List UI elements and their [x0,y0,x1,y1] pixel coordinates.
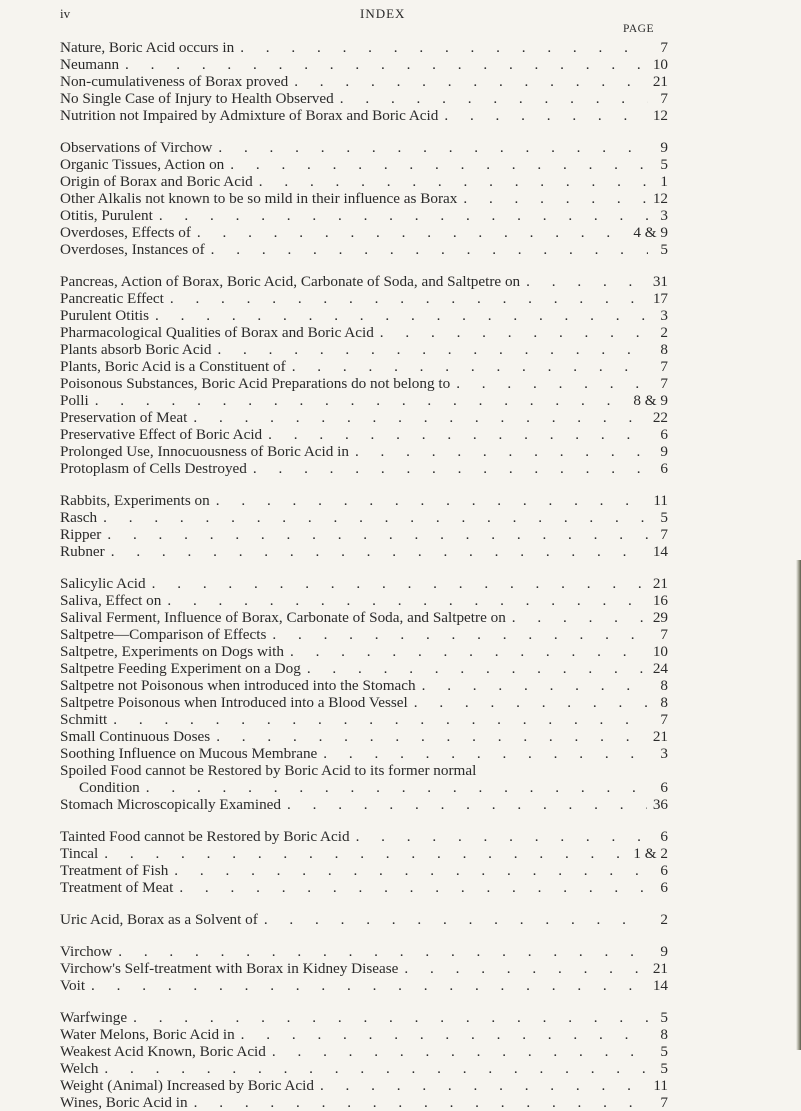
entry-page-number: 6 [660,862,668,879]
entry-page-number: 3 [660,207,668,224]
entry-page-number: 17 [652,290,668,307]
index-entry [60,341,668,358]
entry-page-number: 5 [660,509,668,526]
dot-leader [167,592,646,609]
index-entry [60,443,668,460]
entry-text: Water Melons, Boric Acid in [60,1026,235,1043]
index-list [60,39,668,1111]
entry-text: Neumann [60,56,120,73]
index-entry [60,609,668,626]
entry-text: Virchow [60,943,113,960]
entry-text: Preservative Effect of Boric Acid [60,426,263,443]
entry-page-number: 21 [652,728,668,745]
entry-text: Plants, Boric Acid is a Constituent of [60,358,286,375]
entry-text: Salival Ferment, Influence of Borax, Carbonate of Soda, and Saltpetre on [60,609,506,626]
entry-text: Pancreatic Effect [60,290,164,307]
dot-leader [217,341,648,358]
entry-text: Other Alkalis not known to be so mild in their influence as Borax [60,190,458,207]
entry-page-number: 8 [660,1026,668,1043]
entry-page-number: 9 [660,443,668,460]
index-entry [60,190,668,207]
index-group [60,39,668,124]
entry-page-number: 5 [660,1043,668,1060]
entry-text: No Single Case of Injury to Health Observed [60,90,334,107]
entry-page-number: 8 [660,677,668,694]
dot-leader [91,977,647,994]
entry-page-number: 12 [652,190,668,207]
entry-page-number: 3 [660,307,668,324]
dot-leader [320,1077,647,1094]
index-entry [60,960,668,977]
entry-page-number: 2 [660,324,668,341]
entry-page-number: 7 [660,90,668,107]
entry-page-number: 5 [660,241,668,258]
entry-text: Non-cumulativeness of Borax proved [60,73,289,90]
entry-page-number: 7 [660,711,668,728]
entry-page-number: 31 [652,273,668,290]
entry-text: Organic Tissues, Action on [60,156,225,173]
dot-leader [292,358,648,375]
entry-text: Tincal [60,845,99,862]
entry-text: Salicylic Acid [60,575,146,592]
index-entry [60,241,668,258]
entry-text: Ripper [60,526,102,543]
index-entry [60,56,668,73]
index-entry [60,845,668,862]
entry-page-number: 7 [660,626,668,643]
entry-page-number: 6 [660,828,668,845]
entry-page-number: 9 [660,943,668,960]
entry-page-number: 10 [652,643,668,660]
index-entry [60,626,668,643]
index-entry [60,460,668,477]
entry-page-number: 4 & 9 [633,224,668,241]
index-entry [60,728,668,745]
dot-leader [272,626,648,643]
entry-text: Saliva, Effect on [60,592,162,609]
dot-leader [287,796,647,813]
index-entry [60,879,668,896]
dot-leader [230,156,648,173]
index-entry [60,711,668,728]
entry-text: Voit [60,977,86,994]
dot-leader [264,911,648,928]
dot-leader [216,728,647,745]
dot-leader [240,39,648,56]
index-entry [60,409,668,426]
dot-leader [218,139,648,156]
index-entry [60,224,668,241]
index-entry [60,509,668,526]
entry-text: Saltpetre Feeding Experiment on a Dog [60,660,301,677]
dot-leader [155,307,648,324]
index-entry [60,307,668,324]
index-entry [60,677,668,694]
dot-leader [307,660,647,677]
index-entry [60,796,668,813]
page-edge-shadow [796,560,801,1050]
index-entry [60,207,668,224]
index-entry [60,1026,668,1043]
dot-leader [290,643,647,660]
index-entry [60,358,668,375]
dot-leader [179,879,648,896]
dot-leader [241,1026,648,1043]
entry-page-number: 9 [660,139,668,156]
index-group [60,911,668,928]
entry-page-number: 14 [652,977,668,994]
index-entry [60,862,668,879]
entry-text: Plants absorb Boric Acid [60,341,212,358]
entry-page-number: 24 [652,660,668,677]
dot-leader [118,943,648,960]
dot-leader [159,207,648,224]
index-entry [60,660,668,677]
dot-leader [259,173,648,190]
dot-leader [146,779,648,796]
index-entry [60,1077,668,1094]
dot-leader [463,190,646,207]
entry-page-number: 5 [660,1060,668,1077]
page-column-label: PAGE [623,23,654,35]
entry-page-number: 16 [652,592,668,609]
entry-text: Uric Acid, Borax as a Solvent of [60,911,258,928]
entry-text: Small Continuous Doses [60,728,211,745]
index-entry [60,1009,668,1026]
dot-leader [104,845,627,862]
entry-text: Preservation of Meat [60,409,188,426]
index-entry [60,173,668,190]
entry-page-number: 8 & 9 [633,392,668,409]
index-entry [60,107,668,124]
dot-leader [104,1060,648,1077]
dot-leader [125,56,647,73]
dot-leader [444,107,646,124]
index-entry [60,392,668,409]
dot-leader [170,290,647,307]
dot-leader [174,862,648,879]
index-entry [60,1043,668,1060]
entry-page-number: 36 [652,796,668,813]
dot-leader [107,526,648,543]
entry-page-number: 7 [660,39,668,56]
entry-page-number: 7 [660,526,668,543]
index-entry [60,426,668,443]
entry-page-number: 29 [652,609,668,626]
entry-text: Tainted Food cannot be Restored by Boric Acid [60,828,350,845]
index-entry [60,762,668,779]
index-group [60,575,668,813]
index-group [60,828,668,896]
entry-text: Stomach Microscopically Examined [60,796,282,813]
dot-leader [216,492,648,509]
dot-leader [414,694,648,711]
entry-text: Spoiled Food cannot be Restored by Boric Acid to its former normal [60,762,477,779]
dot-leader [211,241,648,258]
index-entry [60,643,668,660]
entry-page-number: 11 [653,492,668,509]
index-entry [60,694,668,711]
entry-text: Nature, Boric Acid occurs in [60,39,235,56]
entry-text: Condition [79,779,140,796]
entry-page-number: 6 [660,460,668,477]
index-entry [60,943,668,960]
index-group [60,273,668,477]
dot-leader [512,609,647,626]
entry-page-number: 10 [652,56,668,73]
entry-text: Schmitt [60,711,108,728]
entry-text: Pancreas, Action of Borax, Boric Acid, Carbonate of Soda, and Saltpetre on [60,273,521,290]
entry-page-number: 5 [660,156,668,173]
dot-leader [355,443,648,460]
dot-leader [193,409,646,426]
entry-text: Saltpetre, Experiments on Dogs with [60,643,284,660]
index-entry [60,156,668,173]
entry-page-number: 21 [652,960,668,977]
entry-page-number: 7 [660,375,668,392]
entry-text: Soothing Influence on Mucous Membrane [60,745,318,762]
index-entry [60,290,668,307]
entry-text: Observations of Virchow [60,139,213,156]
dot-leader [95,392,628,409]
entry-text: Saltpetre Poisonous when Introduced into a Blood Vessel [60,694,408,711]
index-entry [60,745,668,762]
entry-text: Weakest Acid Known, Boric Acid [60,1043,266,1060]
entry-text: Saltpetre—Comparison of Effects [60,626,267,643]
dot-leader [526,273,647,290]
entry-page-number: 11 [653,1077,668,1094]
entry-text: Otitis, Purulent [60,207,153,224]
dot-leader [380,324,648,341]
index-entry [60,911,668,928]
entry-text: Welch [60,1060,99,1077]
dot-leader [340,90,648,107]
index-entry [60,543,668,560]
entry-page-number: 7 [660,1094,668,1111]
entry-text: Polli [60,392,89,409]
dot-leader [253,460,648,477]
index-entry [60,1060,668,1077]
entry-page-number: 1 [660,173,668,190]
entry-page-number: 22 [652,409,668,426]
dot-leader [422,677,648,694]
entry-text: Pharmacological Qualities of Borax and Boric Acid [60,324,374,341]
entry-text: Purulent Otitis [60,307,150,324]
dot-leader [272,1043,648,1060]
index-entry [60,1094,668,1111]
entry-page-number: 3 [660,745,668,762]
entry-text: Rabbits, Experiments on [60,492,210,509]
index-entry [60,828,668,845]
entry-page-number: 7 [660,358,668,375]
index-entry [60,324,668,341]
entry-text: Wines, Boric Acid in [60,1094,188,1111]
index-entry [60,492,668,509]
index-entry [60,39,668,56]
entry-text: Weight (Animal) Increased by Boric Acid [60,1077,314,1094]
entry-text: Nutrition not Impaired by Admixture of Borax and Boric Acid [60,107,439,124]
index-entry [60,526,668,543]
entry-text: Rasch [60,509,98,526]
index-entry [60,375,668,392]
entry-page-number: 6 [660,426,668,443]
dot-leader [456,375,648,392]
entry-text: Overdoses, Effects of [60,224,191,241]
entry-page-number: 14 [652,543,668,560]
entry-page-number: 21 [652,575,668,592]
index-entry [60,73,668,90]
index-group [60,1009,668,1111]
entry-text: Origin of Borax and Boric Acid [60,173,253,190]
dot-leader [404,960,646,977]
entry-text: Prolonged Use, Innocuousness of Boric Acid in [60,443,349,460]
index-entry [60,592,668,609]
entry-page-number: 8 [660,341,668,358]
entry-page-number: 12 [652,107,668,124]
entry-page-number: 8 [660,694,668,711]
entry-page-number: 6 [660,879,668,896]
entry-page-number: 5 [660,1009,668,1026]
dot-leader [111,543,647,560]
dot-leader [356,828,648,845]
index-entry [60,273,668,290]
entry-text: Overdoses, Instances of [60,241,205,258]
entry-text: Warfwinge [60,1009,128,1026]
page-title: INDEX [360,6,406,21]
index-entry [60,575,668,592]
entry-text: Treatment of Meat [60,879,174,896]
index-group [60,139,668,258]
page-number: iv [60,6,71,21]
dot-leader [268,426,648,443]
entry-page-number: 1 & 2 [633,845,668,862]
index-entry [60,90,668,107]
dot-leader [194,1094,648,1111]
entry-text: Virchow's Self-treatment with Borax in Kidney Disease [60,960,399,977]
entry-text: Poisonous Substances, Boric Acid Preparations do not belong to [60,375,451,392]
dot-leader [152,575,647,592]
index-entry [60,779,668,796]
entry-text: Saltpetre not Poisonous when introduced into the Stomach [60,677,416,694]
entry-text: Rubner [60,543,105,560]
entry-page-number: 6 [660,779,668,796]
entry-text: Treatment of Fish [60,862,169,879]
dot-leader [133,1009,648,1026]
index-group [60,492,668,560]
dot-leader [197,224,628,241]
dot-leader [294,73,647,90]
entry-text: Protoplasm of Cells Destroyed [60,460,247,477]
index-entry [60,977,668,994]
dot-leader [113,711,648,728]
index-group [60,943,668,994]
page-header [0,6,801,24]
index-entry [60,139,668,156]
dot-leader [323,745,648,762]
dot-leader [103,509,648,526]
entry-page-number: 21 [652,73,668,90]
entry-page-number: 2 [660,911,668,928]
